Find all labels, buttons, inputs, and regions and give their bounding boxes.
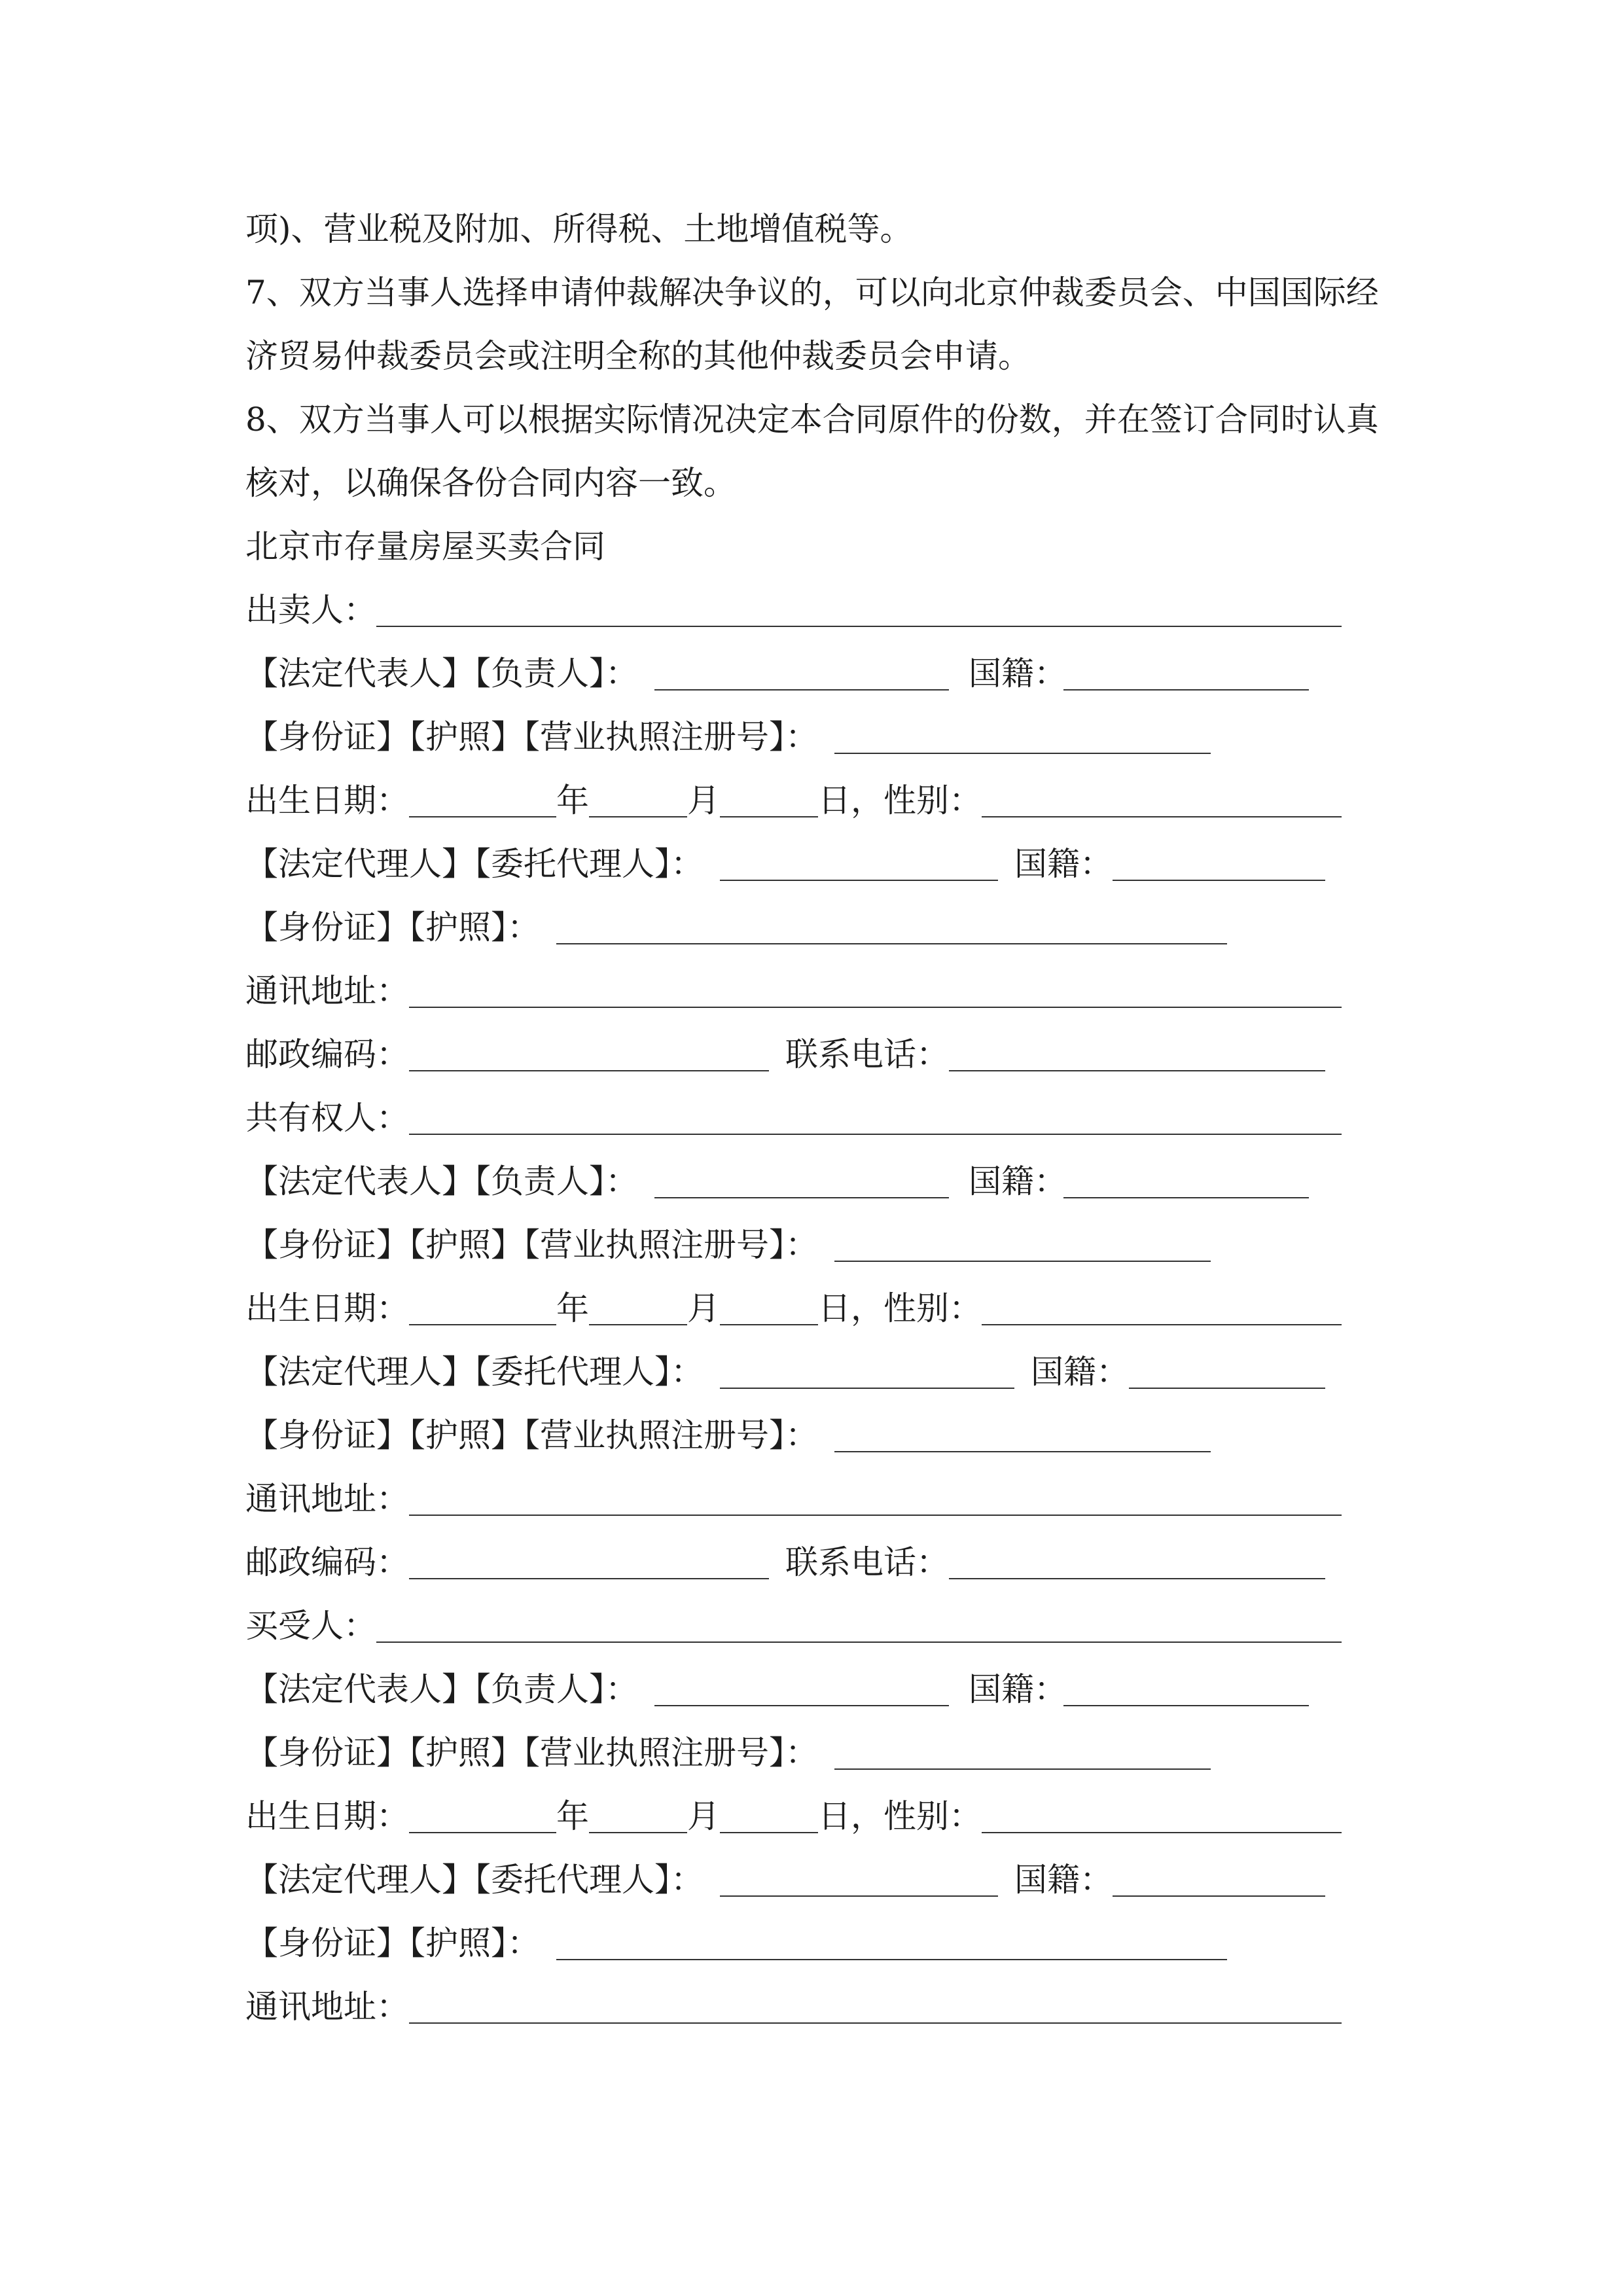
legal-rep-blank[interactable] <box>654 1705 949 1706</box>
nationality-blank[interactable] <box>1063 1197 1309 1198</box>
postcode-label: 邮政编码： <box>245 1543 409 1581</box>
gender-blank[interactable] <box>982 816 1342 817</box>
id-passport-blank[interactable] <box>556 943 1227 944</box>
id-license-label: 【身份证】【护照】【营业执照注册号】： <box>245 1416 818 1454</box>
nationality-blank[interactable] <box>1129 1388 1325 1389</box>
nationality-blank[interactable] <box>1113 1895 1325 1897</box>
postcode-label: 邮政编码： <box>245 1035 409 1073</box>
co-owner-label: 共有权人： <box>245 1099 409 1137</box>
address-blank[interactable] <box>409 1515 1342 1516</box>
legal-rep-label: 【法定代表人】【负责人】： <box>245 1670 638 1708</box>
nationality-blank[interactable] <box>1113 880 1325 881</box>
legal-rep-label: 【法定代表人】【负责人】： <box>245 1162 638 1200</box>
birth-day-blank[interactable] <box>720 1832 818 1833</box>
buyer-label: 买受人： <box>245 1607 376 1645</box>
address-label: 通讯地址： <box>245 972 409 1010</box>
postcode-blank[interactable] <box>409 1578 769 1579</box>
address-label: 通讯地址： <box>245 1988 409 2026</box>
birth-year-blank[interactable] <box>409 816 556 817</box>
paragraph-copies-1: 8、双方当事人可以根据实际情况决定本合同原件的份数，并在签订合同时认真 <box>245 401 1379 439</box>
agent-blank[interactable] <box>720 880 998 881</box>
nationality-label: 国籍： <box>1014 1861 1113 1899</box>
id-license-label: 【身份证】【护照】【营业执照注册号】： <box>245 1226 818 1264</box>
id-license-label: 【身份证】【护照】【营业执照注册号】： <box>245 1734 818 1772</box>
day-gender-label: 日，性别： <box>818 781 982 819</box>
phone-blank[interactable] <box>949 1070 1325 1071</box>
id-license-blank[interactable] <box>834 753 1211 754</box>
birth-year-blank[interactable] <box>409 1324 556 1325</box>
paragraph-arbitration-2: 济贸易仲裁委员会或注明全称的其他仲裁委员会申请。 <box>245 337 1031 375</box>
nationality-label: 国籍： <box>1031 1353 1129 1391</box>
phone-label: 联系电话： <box>785 1035 949 1073</box>
year-label: 年 <box>556 1797 589 1835</box>
agent-label: 【法定代理人】【委托代理人】： <box>245 845 704 883</box>
address-blank[interactable] <box>409 1007 1342 1008</box>
month-label: 月 <box>687 781 720 819</box>
co-owner-blank[interactable] <box>409 1134 1342 1135</box>
month-label: 月 <box>687 1797 720 1835</box>
nationality-blank[interactable] <box>1063 1705 1309 1706</box>
id-license-blank[interactable] <box>834 1451 1211 1452</box>
id-license-label: 【身份证】【护照】【营业执照注册号】： <box>245 718 818 756</box>
gender-blank[interactable] <box>982 1832 1342 1833</box>
agent-blank[interactable] <box>720 1895 998 1897</box>
legal-rep-blank[interactable] <box>654 1197 949 1198</box>
birth-date-label: 出生日期： <box>245 781 409 819</box>
id-passport-label: 【身份证】【护照】： <box>245 908 540 946</box>
day-gender-label: 日，性别： <box>818 1797 982 1835</box>
year-label: 年 <box>556 1289 589 1327</box>
seller-label: 出卖人： <box>245 591 376 629</box>
agent-label: 【法定代理人】【委托代理人】： <box>245 1353 704 1391</box>
birth-day-blank[interactable] <box>720 816 818 817</box>
seller-blank[interactable] <box>376 626 1342 627</box>
id-passport-label: 【身份证】【护照】： <box>245 1924 540 1962</box>
birth-month-blank[interactable] <box>589 816 687 817</box>
paragraph-copies-2: 核对，以确保各份合同内容一致。 <box>245 464 736 502</box>
nationality-label: 国籍： <box>969 1670 1067 1708</box>
gender-blank[interactable] <box>982 1324 1342 1325</box>
birth-date-label: 出生日期： <box>245 1289 409 1327</box>
birth-date-label: 出生日期： <box>245 1797 409 1835</box>
id-license-blank[interactable] <box>834 1768 1211 1770</box>
paragraph-tax-items: 项)、营业税及附加、所得税、土地增值税等。 <box>245 210 913 248</box>
legal-rep-label: 【法定代表人】【负责人】： <box>245 655 638 692</box>
agent-label: 【法定代理人】【委托代理人】： <box>245 1861 704 1899</box>
legal-rep-blank[interactable] <box>654 689 949 691</box>
paragraph-arbitration-1: 7、双方当事人选择申请仲裁解决争议的，可以向北京仲裁委员会、中国国际经 <box>245 274 1379 312</box>
nationality-label: 国籍： <box>969 655 1067 692</box>
buyer-blank[interactable] <box>376 1641 1342 1643</box>
birth-month-blank[interactable] <box>589 1832 687 1833</box>
day-gender-label: 日，性别： <box>818 1289 982 1327</box>
id-passport-blank[interactable] <box>556 1959 1227 1960</box>
phone-blank[interactable] <box>949 1578 1325 1579</box>
phone-label: 联系电话： <box>785 1543 949 1581</box>
contract-title: 北京市存量房屋买卖合同 <box>245 528 605 565</box>
nationality-label: 国籍： <box>969 1162 1067 1200</box>
birth-day-blank[interactable] <box>720 1324 818 1325</box>
id-license-blank[interactable] <box>834 1261 1211 1262</box>
postcode-blank[interactable] <box>409 1070 769 1071</box>
month-label: 月 <box>687 1289 720 1327</box>
birth-month-blank[interactable] <box>589 1324 687 1325</box>
address-label: 通讯地址： <box>245 1480 409 1518</box>
address-blank[interactable] <box>409 2022 1342 2024</box>
agent-blank[interactable] <box>720 1388 1014 1389</box>
birth-year-blank[interactable] <box>409 1832 556 1833</box>
nationality-label: 国籍： <box>1014 845 1113 883</box>
year-label: 年 <box>556 781 589 819</box>
nationality-blank[interactable] <box>1063 689 1309 691</box>
